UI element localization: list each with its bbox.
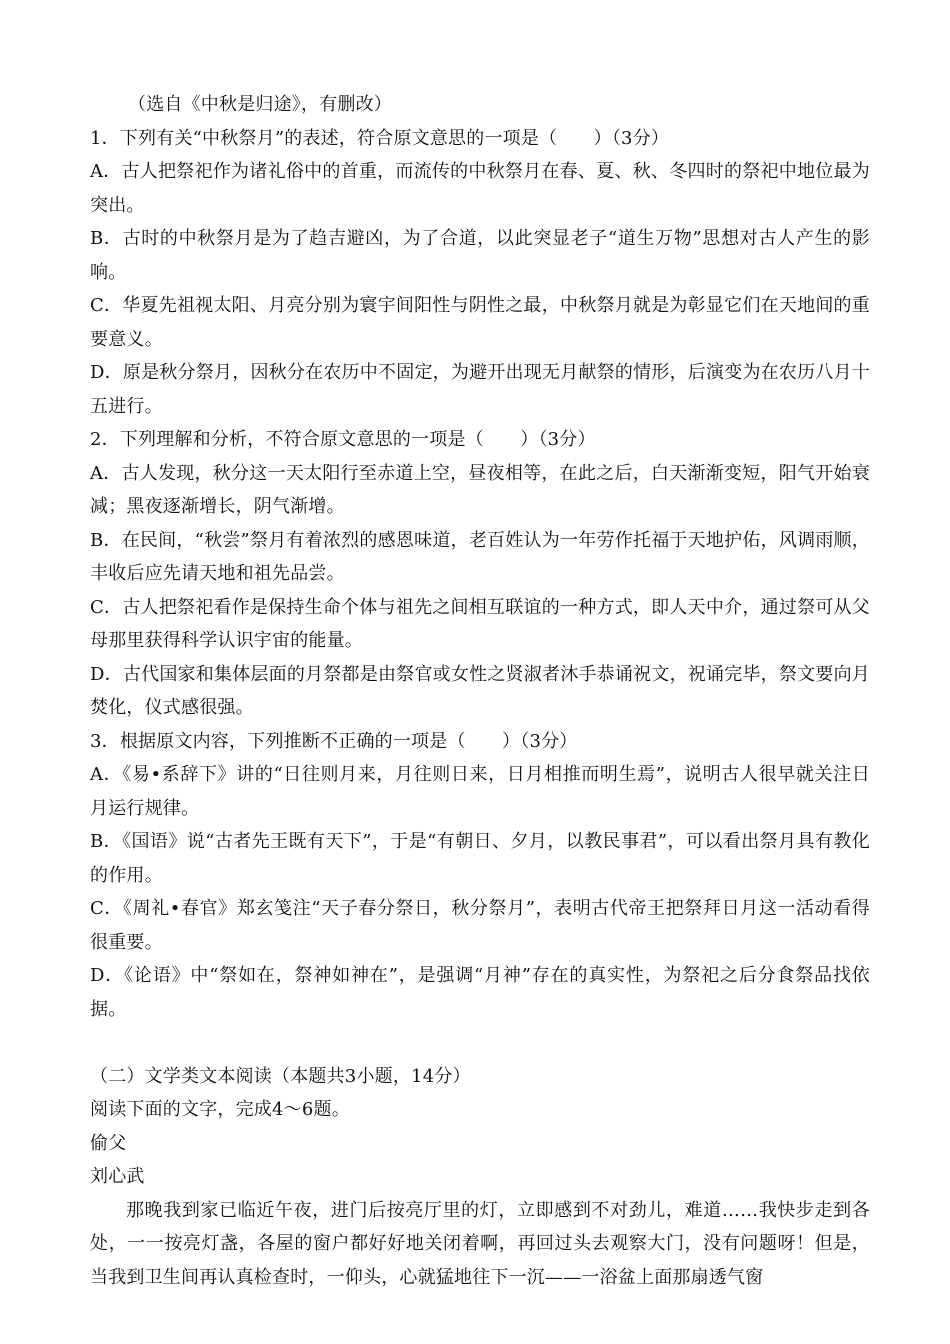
document-page xyxy=(90,88,870,1294)
section-2 xyxy=(90,1060,870,1295)
story-body: 那晚我到家已临近午夜，进门后按亮厅里的灯，立即感到不对劲儿，难道……我快步走到各处，一一按亮灯盏，各屋的窗户都好好地关闭着啊，再回过头去观察大门，没有问题呀！但是，当我到卫生间再认真检查时，一仰头，心就猛地往下一沉——一浴盆上面那扇透气窗 xyxy=(90,1199,870,1288)
option-c: C．华夏先祖视太阳、月亮分别为寰宇间阳性与阴性之最，中秋祭月就是为彰显它们在天地间的重要意义。 xyxy=(90,295,870,350)
option-b: B．《国语》说“古者先王既有天下”，于是“有朝日、夕月，以教民事君”，可以看出祭月具有教化的作用。 xyxy=(90,831,870,886)
section-heading: （二）文学类文本阅读（本题共3小题，14分） xyxy=(90,1065,471,1087)
question-stem: 3．根据原文内容，下列推断不正确的一项是（ ）（3分） xyxy=(90,730,578,752)
section-spacer xyxy=(90,1026,870,1060)
question-3 xyxy=(90,725,870,1027)
option-b: B．在民间，“秋尝”祭月有着浓烈的感恩味道，老百姓认为一年劳作托福于天地护佑，风调雨顺，丰收后应先请天地和祖先品尝。 xyxy=(90,529,870,584)
option-d: D．《论语》中“祭如在，祭神如神在”，是强调“月神”存在的真实性，为祭祀之后分食祭品找依据。 xyxy=(90,965,870,1020)
option-d: D．原是秋分祭月，因秋分在农历中不固定，为避开出现无月献祭的情形，后演变为在农历八月十五进行。 xyxy=(90,362,870,417)
option-a: A．古人把祭祀作为诸礼俗中的首重，而流传的中秋祭月在春、夏、秋、冬四时的祭祀中地位最为突出。 xyxy=(90,161,870,216)
story-author: 刘心武 xyxy=(90,1166,145,1187)
option-b: B．古时的中秋祭月是为了趋吉避凶，为了合道，以此突显老子“道生万物”思想对古人产生的影响。 xyxy=(90,228,870,283)
story-title: 偷父 xyxy=(90,1132,127,1154)
source-note: （选自《中秋是归途》，有删改） xyxy=(128,94,392,115)
option-c: C．古人把祭祀看作是保持生命个体与祖先之间相互联谊的一种方式，即人天中介，通过祭可从父母那里获得科学认识宇宙的能量。 xyxy=(90,596,870,651)
section-instruction: 阅读下面的文字，完成4～6题。 xyxy=(90,1099,350,1120)
question-1 xyxy=(90,122,870,424)
option-c: C．《周礼•春官》郑玄笺注“天子春分祭日，秋分祭月”，表明古代帝王把祭拜日月这一活动看得很重要。 xyxy=(90,898,870,953)
option-d: D．古代国家和集体层面的月祭都是由祭官或女性之贤淑者沐手恭诵祝文，祝诵完毕，祭文要向月焚化，仪式感很强。 xyxy=(90,663,870,718)
option-a: A．《易•系辞下》讲的“日往则月来，月往则日来，日月相推而明生焉”，说明古人很早就关注日月运行规律。 xyxy=(90,764,870,819)
question-stem: 2．下列理解和分析，不符合原文意思的一项是（ ）（3分） xyxy=(90,429,596,450)
question-stem: 1．下列有关“中秋祭月”的表述，符合原文意思的一项是（ ）（3分） xyxy=(90,127,670,149)
option-a: A．古人发现，秋分这一天太阳行至赤道上空，昼夜相等，在此之后，白天渐渐变短，阳气开始衰减；黑夜逐渐增长，阴气渐增。 xyxy=(90,462,870,517)
question-2 xyxy=(90,423,870,725)
